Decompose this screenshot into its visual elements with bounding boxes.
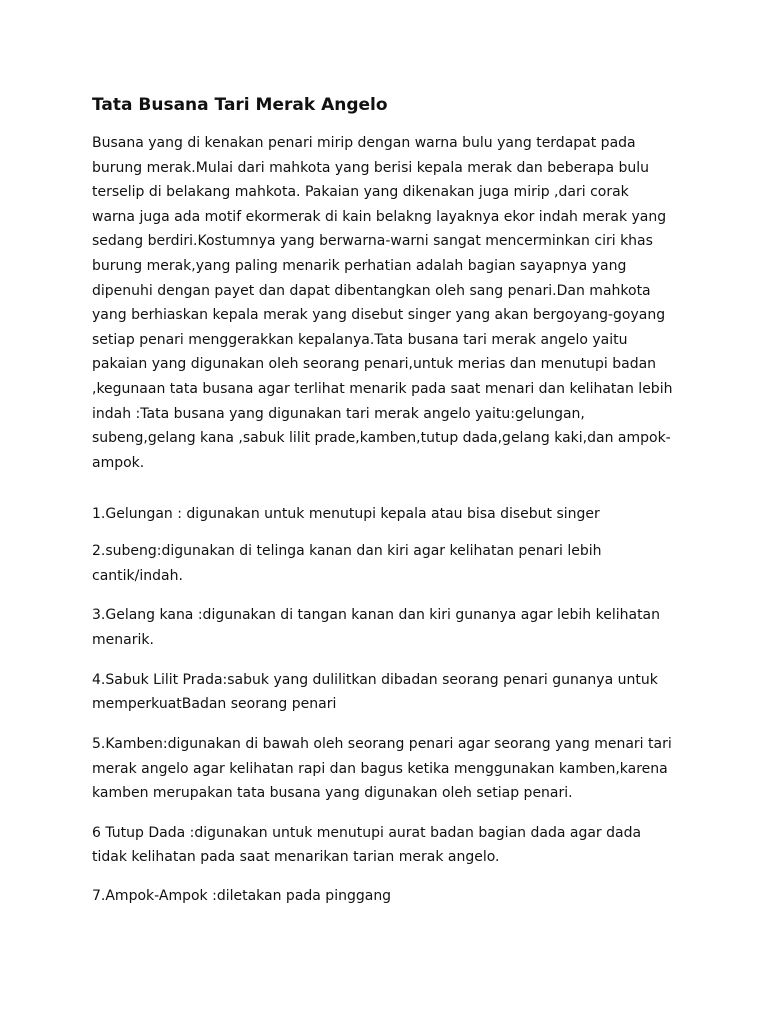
list-item-tutup-dada: 6 Tutup Dada :digunakan untuk menutupi aurat badan bagian dada agar dada [92,825,642,841]
intro-line: dipenuhi dengan payet dan dapat dibentangkan oleh sang penari.Dan mahkota [92,283,651,299]
list-item-gelungan: 1.Gelungan : digunakan untuk menutupi kepala atau bisa disebut singer [92,506,600,522]
list-item-kamben-cont: kamben merupakan tata busana yang digunakan oleh setiap penari. [92,785,573,801]
intro-line: burung merak,yang paling menarik perhatian adalah bagian sayapnya yang [92,258,627,274]
document-title: Tata Busana Tari Merak Angelo [92,95,388,115]
intro-line: ,kegunaan tata busana agar terlihat menarik pada saat menari dan kelihatan lebih [92,381,673,397]
intro-line: subeng,gelang kana ,sabuk lilit prade,kamben,tutup dada,gelang kaki,dan ampok- [92,430,671,446]
intro-line: pakaian yang digunakan oleh seorang penari,untuk merias dan menutupi badan [92,356,657,372]
list-item-kamben-cont: merak angelo agar kelihatan rapi dan bagus ketika menggunakan kamben,karena [92,761,668,777]
intro-line: ampok. [92,455,145,471]
intro-line: Busana yang di kenakan penari mirip dengan warna bulu yang terdapat pada [92,135,636,151]
list-item-kamben: 5.Kamben:digunakan di bawah oleh seorang penari agar seorang yang menari tari [92,736,672,752]
list-item-subeng: 2.subeng:digunakan di telinga kanan dan kiri agar kelihatan penari lebih [92,543,602,559]
intro-line: warna juga ada motif ekormerak di kain belakng layaknya ekor indah merak yang [92,209,667,225]
list-item-gelang-kana-cont: menarik. [92,632,154,648]
list-item-sabuk-lilit: 4.Sabuk Lilit Prada:sabuk yang dulilitkan dibadan seorang penari gunanya untuk [92,672,658,688]
intro-line: indah :Tata busana yang digunakan tari merak angelo yaitu:gelungan, [92,406,585,422]
intro-line: sedang berdiri.Kostumnya yang berwarna-warni sangat mencerminkan ciri khas [92,233,653,249]
list-item-subeng-cont: cantik/indah. [92,568,183,584]
intro-line: yang berhiaskan kepala merak yang disebut singer yang akan bergoyang-goyang [92,307,666,323]
intro-line: setiap penari menggerakkan kepalanya.Tata busana tari merak angelo yaitu [92,332,628,348]
list-item-ampok-ampok: 7.Ampok-Ampok :diletakan pada pinggang [92,888,392,904]
list-item-gelang-kana: 3.Gelang kana :digunakan di tangan kanan dan kiri gunanya agar lebih kelihatan [92,607,661,623]
intro-line: terselip di belakang mahkota. Pakaian yang dikenakan juga mirip ,dari corak [92,184,629,200]
list-item-tutup-dada-cont: tidak kelihatan pada saat menarikan tarian merak angelo. [92,849,500,865]
list-item-sabuk-lilit-cont: memperkuatBadan seorang penari [92,696,337,712]
intro-line: burung merak.Mulai dari mahkota yang berisi kepala merak dan beberapa bulu [92,160,650,176]
